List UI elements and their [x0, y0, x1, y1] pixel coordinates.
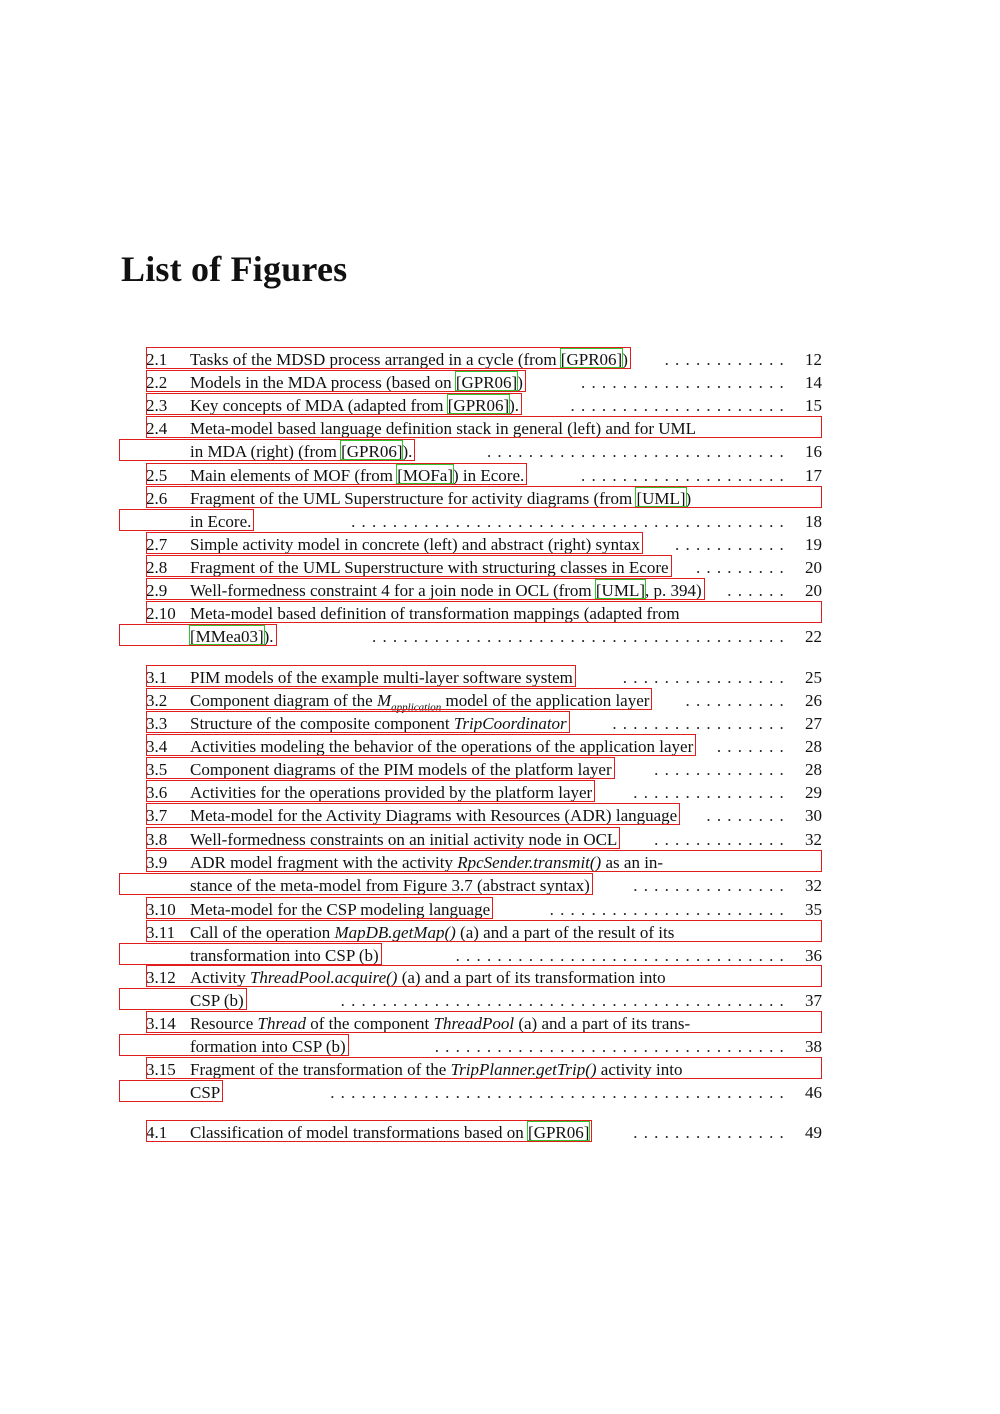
figure-entry[interactable]: [146, 689, 822, 712]
figure-link-box[interactable]: [146, 734, 696, 756]
citation-link-box[interactable]: [447, 394, 510, 414]
figure-entry[interactable]: [146, 874, 822, 897]
figure-link-box[interactable]: [146, 665, 576, 687]
figure-link-box[interactable]: [119, 1034, 349, 1056]
leader-dots: .............: [654, 830, 790, 849]
figure-link-box[interactable]: [146, 1057, 822, 1079]
figure-entry[interactable]: [146, 556, 822, 579]
figure-number: 3.4: [146, 737, 168, 756]
figure-link-box[interactable]: [146, 711, 570, 733]
figure-entry[interactable]: [146, 989, 822, 1012]
figure-link-box[interactable]: [119, 943, 382, 965]
leader-dots: .........: [695, 558, 790, 577]
leader-dots: .................: [612, 714, 790, 733]
figure-entry[interactable]: [146, 348, 822, 371]
citation-link-box[interactable]: [396, 464, 454, 484]
leader-dots: ...............: [633, 1123, 790, 1142]
figure-link-box[interactable]: [119, 873, 593, 895]
figure-entry[interactable]: [146, 1121, 822, 1144]
figure-number: 3.3: [146, 714, 168, 733]
figure-link-box[interactable]: [119, 509, 254, 531]
figure-caption: Main elements of MOF (from [MOFa]) in Ecore.: [190, 466, 525, 485]
figure-link-box[interactable]: [146, 850, 822, 872]
page-number: 26: [805, 691, 822, 710]
figure-number: 2.10: [146, 604, 176, 623]
figure-caption: Fragment of the UML Superstructure with structuring classes in Ecore: [190, 558, 669, 577]
figure-number: 2.1: [146, 350, 168, 369]
figure-caption: Component diagrams of the PIM models of the platform layer: [190, 760, 612, 779]
figure-caption: Models in the MDA process (based on [GPR06]): [190, 373, 523, 392]
figure-entry[interactable]: [146, 1012, 822, 1035]
leader-dots: ............................................: [330, 1083, 790, 1102]
page-number: 15: [805, 396, 822, 415]
page-number: 19: [805, 535, 822, 554]
leader-dots: ................: [622, 668, 790, 687]
figure-entry[interactable]: [146, 1035, 822, 1058]
figure-caption: Meta-model for the CSP modeling language: [190, 900, 491, 919]
leader-dots: .......: [716, 737, 790, 756]
figure-caption: ADR model fragment with the activity RpcSender.transmit() as an in-: [190, 853, 664, 872]
page-number: 49: [805, 1123, 822, 1142]
figure-caption: in Ecore.: [190, 512, 252, 531]
page-number: 17: [805, 466, 822, 485]
figure-caption: Activities for the operations provided by the platform layer: [190, 783, 593, 802]
page-number: 35: [805, 900, 822, 919]
figure-entry[interactable]: [146, 1058, 822, 1081]
figure-link-box[interactable]: [119, 988, 247, 1010]
figure-entry[interactable]: [146, 464, 822, 487]
figure-entry[interactable]: [146, 487, 822, 510]
figure-entry[interactable]: [146, 851, 822, 874]
figure-caption: Meta-model based definition of transformation mappings (adapted from: [190, 604, 680, 623]
figure-caption: [MMea03]).: [190, 627, 274, 646]
figure-entry[interactable]: [146, 944, 822, 967]
figure-number: 2.3: [146, 396, 168, 415]
page-number: 18: [805, 512, 822, 531]
figure-caption: Fragment of the UML Superstructure for activity diagrams (from [UML]): [190, 489, 692, 508]
leader-dots: ..........: [685, 691, 790, 710]
figure-caption: PIM models of the example multi-layer software system: [190, 668, 573, 687]
figure-link-box[interactable]: [146, 601, 822, 623]
figure-number: 2.9: [146, 581, 168, 600]
figure-number: 3.12: [146, 968, 176, 987]
figure-number: 3.10: [146, 900, 176, 919]
figure-number: 2.6: [146, 489, 168, 508]
page-number: 46: [805, 1083, 822, 1102]
figure-link-box[interactable]: [146, 965, 822, 987]
page-number: 32: [805, 876, 822, 895]
figure-link-box[interactable]: [146, 897, 493, 919]
page-number: 14: [805, 373, 822, 392]
leader-dots: .............: [654, 760, 790, 779]
figure-number: 3.6: [146, 783, 168, 802]
citation-link-box[interactable]: [189, 625, 265, 645]
leader-dots: ......: [727, 581, 790, 600]
figure-number: 3.7: [146, 806, 168, 825]
figure-number: 2.2: [146, 373, 168, 392]
page-number: 22: [805, 627, 822, 646]
figure-caption: Component diagram of the $M_{application}$ model of the application layer: [190, 691, 650, 714]
page-title: List of Figures: [121, 249, 348, 289]
figure-entry[interactable]: [146, 921, 822, 944]
figure-caption: Simple activity model in concrete (left) and abstract (right) syntax: [190, 535, 640, 554]
page-number: 36: [805, 946, 822, 965]
figure-entry[interactable]: [146, 533, 822, 556]
figure-entry[interactable]: [146, 440, 822, 463]
figure-entry[interactable]: [146, 828, 822, 851]
page-number: 29: [805, 783, 822, 802]
leader-dots: ....................: [581, 373, 790, 392]
figure-number: 3.9: [146, 853, 168, 872]
figure-entry[interactable]: [146, 625, 822, 648]
figure-number: 3.2: [146, 691, 168, 710]
figure-caption: in MDA (right) (from [GPR06]).: [190, 442, 413, 461]
figure-entry[interactable]: [146, 417, 822, 440]
figure-entry[interactable]: [146, 804, 822, 827]
figure-entry[interactable]: [146, 602, 822, 625]
page-number: 28: [805, 737, 822, 756]
leader-dots: ............: [664, 350, 790, 369]
citation-link-box[interactable]: [595, 579, 646, 599]
page-number: 38: [805, 1037, 822, 1056]
leader-dots: ........................................: [372, 627, 790, 646]
figure-caption: transformation into CSP (b): [190, 946, 379, 965]
figure-entry[interactable]: [146, 579, 822, 602]
citation-link-box[interactable]: [560, 348, 623, 368]
figure-caption: Well-formedness constraints on an initial activity node in OCL: [190, 830, 618, 849]
figure-entry[interactable]: [146, 1081, 822, 1104]
figure-caption: CSP: [190, 1083, 221, 1102]
citation-link-box[interactable]: [340, 440, 403, 460]
figure-link-box[interactable]: [146, 920, 822, 942]
figure-caption: Activities modeling the behavior of the operations of the application layer: [190, 737, 694, 756]
leader-dots: ..........................................: [351, 512, 790, 531]
leader-dots: ........: [706, 806, 790, 825]
figure-entry[interactable]: [146, 898, 822, 921]
figure-entry[interactable]: [146, 510, 822, 533]
figure-entry[interactable]: [146, 966, 822, 989]
citation-link-box[interactable]: [527, 1121, 590, 1141]
page-number: 20: [805, 558, 822, 577]
figure-caption: CSP (b): [190, 991, 244, 1010]
figure-caption: Key concepts of MDA (adapted from [GPR06]).: [190, 396, 520, 415]
leader-dots: ...............: [633, 876, 790, 895]
leader-dots: .....................: [570, 396, 790, 415]
figure-caption: formation into CSP (b): [190, 1037, 346, 1056]
figure-entry[interactable]: [146, 394, 822, 417]
figure-link-box[interactable]: [146, 463, 527, 485]
figure-entry[interactable]: [146, 712, 822, 735]
figure-caption: Classification of model transformations based on [GPR06]: [190, 1123, 590, 1142]
page-number: 27: [805, 714, 822, 733]
figure-entry[interactable]: [146, 666, 822, 689]
figure-link-box[interactable]: [146, 1120, 592, 1142]
figure-entry[interactable]: [146, 735, 822, 758]
figure-number: 2.8: [146, 558, 168, 577]
page-number: 37: [805, 991, 822, 1010]
figure-link-box[interactable]: [146, 688, 652, 710]
citation-link-box[interactable]: [635, 487, 686, 507]
figure-caption: Fragment of the transformation of the TripPlanner.getTrip() activity into: [190, 1060, 683, 1079]
figure-number: 3.14: [146, 1014, 176, 1033]
figure-link-box[interactable]: [146, 486, 822, 508]
figure-number: 3.1: [146, 668, 168, 687]
leader-dots: .......................: [549, 900, 790, 919]
leader-dots: ..................................: [434, 1037, 790, 1056]
page-number: 28: [805, 760, 822, 779]
figure-entry[interactable]: [146, 371, 822, 394]
figure-caption: Call of the operation MapDB.getMap() (a) and a part of the result of its: [190, 923, 675, 942]
figure-caption: stance of the meta-model from Figure 3.7 (abstract syntax): [190, 876, 590, 895]
leader-dots: .............................: [486, 442, 790, 461]
figure-caption: Tasks of the MDSD process arranged in a cycle (from [GPR06]): [190, 350, 628, 369]
figure-link-box[interactable]: [146, 1011, 822, 1033]
figure-link-box[interactable]: [146, 780, 595, 802]
figure-entry[interactable]: [146, 758, 822, 781]
figure-link-box[interactable]: [146, 347, 631, 369]
figure-number: 3.5: [146, 760, 168, 779]
leader-dots: ...........: [675, 535, 790, 554]
figure-link-box[interactable]: [146, 803, 680, 825]
page-number: 12: [805, 350, 822, 369]
leader-dots: ................................: [455, 946, 790, 965]
figure-caption: Well-formedness constraint 4 for a join node in OCL (from [UML], p. 394): [190, 581, 702, 600]
citation-link-box[interactable]: [455, 371, 518, 391]
leader-dots: ...............: [633, 783, 790, 802]
figure-link-box[interactable]: [146, 827, 620, 849]
page-number: 16: [805, 442, 822, 461]
page-number: 32: [805, 830, 822, 849]
figure-caption: Meta-model for the Activity Diagrams with Resources (ADR) language: [190, 806, 678, 825]
figure-link-box[interactable]: [146, 532, 643, 554]
figure-number: 3.8: [146, 830, 168, 849]
figure-number: 2.4: [146, 419, 168, 438]
leader-dots: ....................: [581, 466, 790, 485]
figure-caption: Structure of the composite component TripCoordinator: [190, 714, 567, 733]
leader-dots: ...........................................: [340, 991, 790, 1010]
figure-link-box[interactable]: [146, 555, 672, 577]
figure-link-box[interactable]: [146, 416, 822, 438]
figure-caption: Resource Thread of the component ThreadPool (a) and a part of its trans-: [190, 1014, 691, 1033]
figure-caption: Meta-model based language definition stack in general (left) and for UML: [190, 419, 697, 438]
page-number: 30: [805, 806, 822, 825]
page-number: 20: [805, 581, 822, 600]
figure-number: 3.11: [146, 923, 176, 942]
figure-number: 4.1: [146, 1123, 168, 1142]
page-number: 25: [805, 668, 822, 687]
figure-caption: Activity ThreadPool.acquire() (a) and a part of its transformation into: [190, 968, 666, 987]
figure-link-box[interactable]: [119, 1080, 223, 1102]
figure-number: 2.7: [146, 535, 168, 554]
figure-link-box[interactable]: [146, 757, 615, 779]
figure-entry[interactable]: [146, 781, 822, 804]
figure-number: 3.15: [146, 1060, 176, 1079]
figure-number: 2.5: [146, 466, 168, 485]
